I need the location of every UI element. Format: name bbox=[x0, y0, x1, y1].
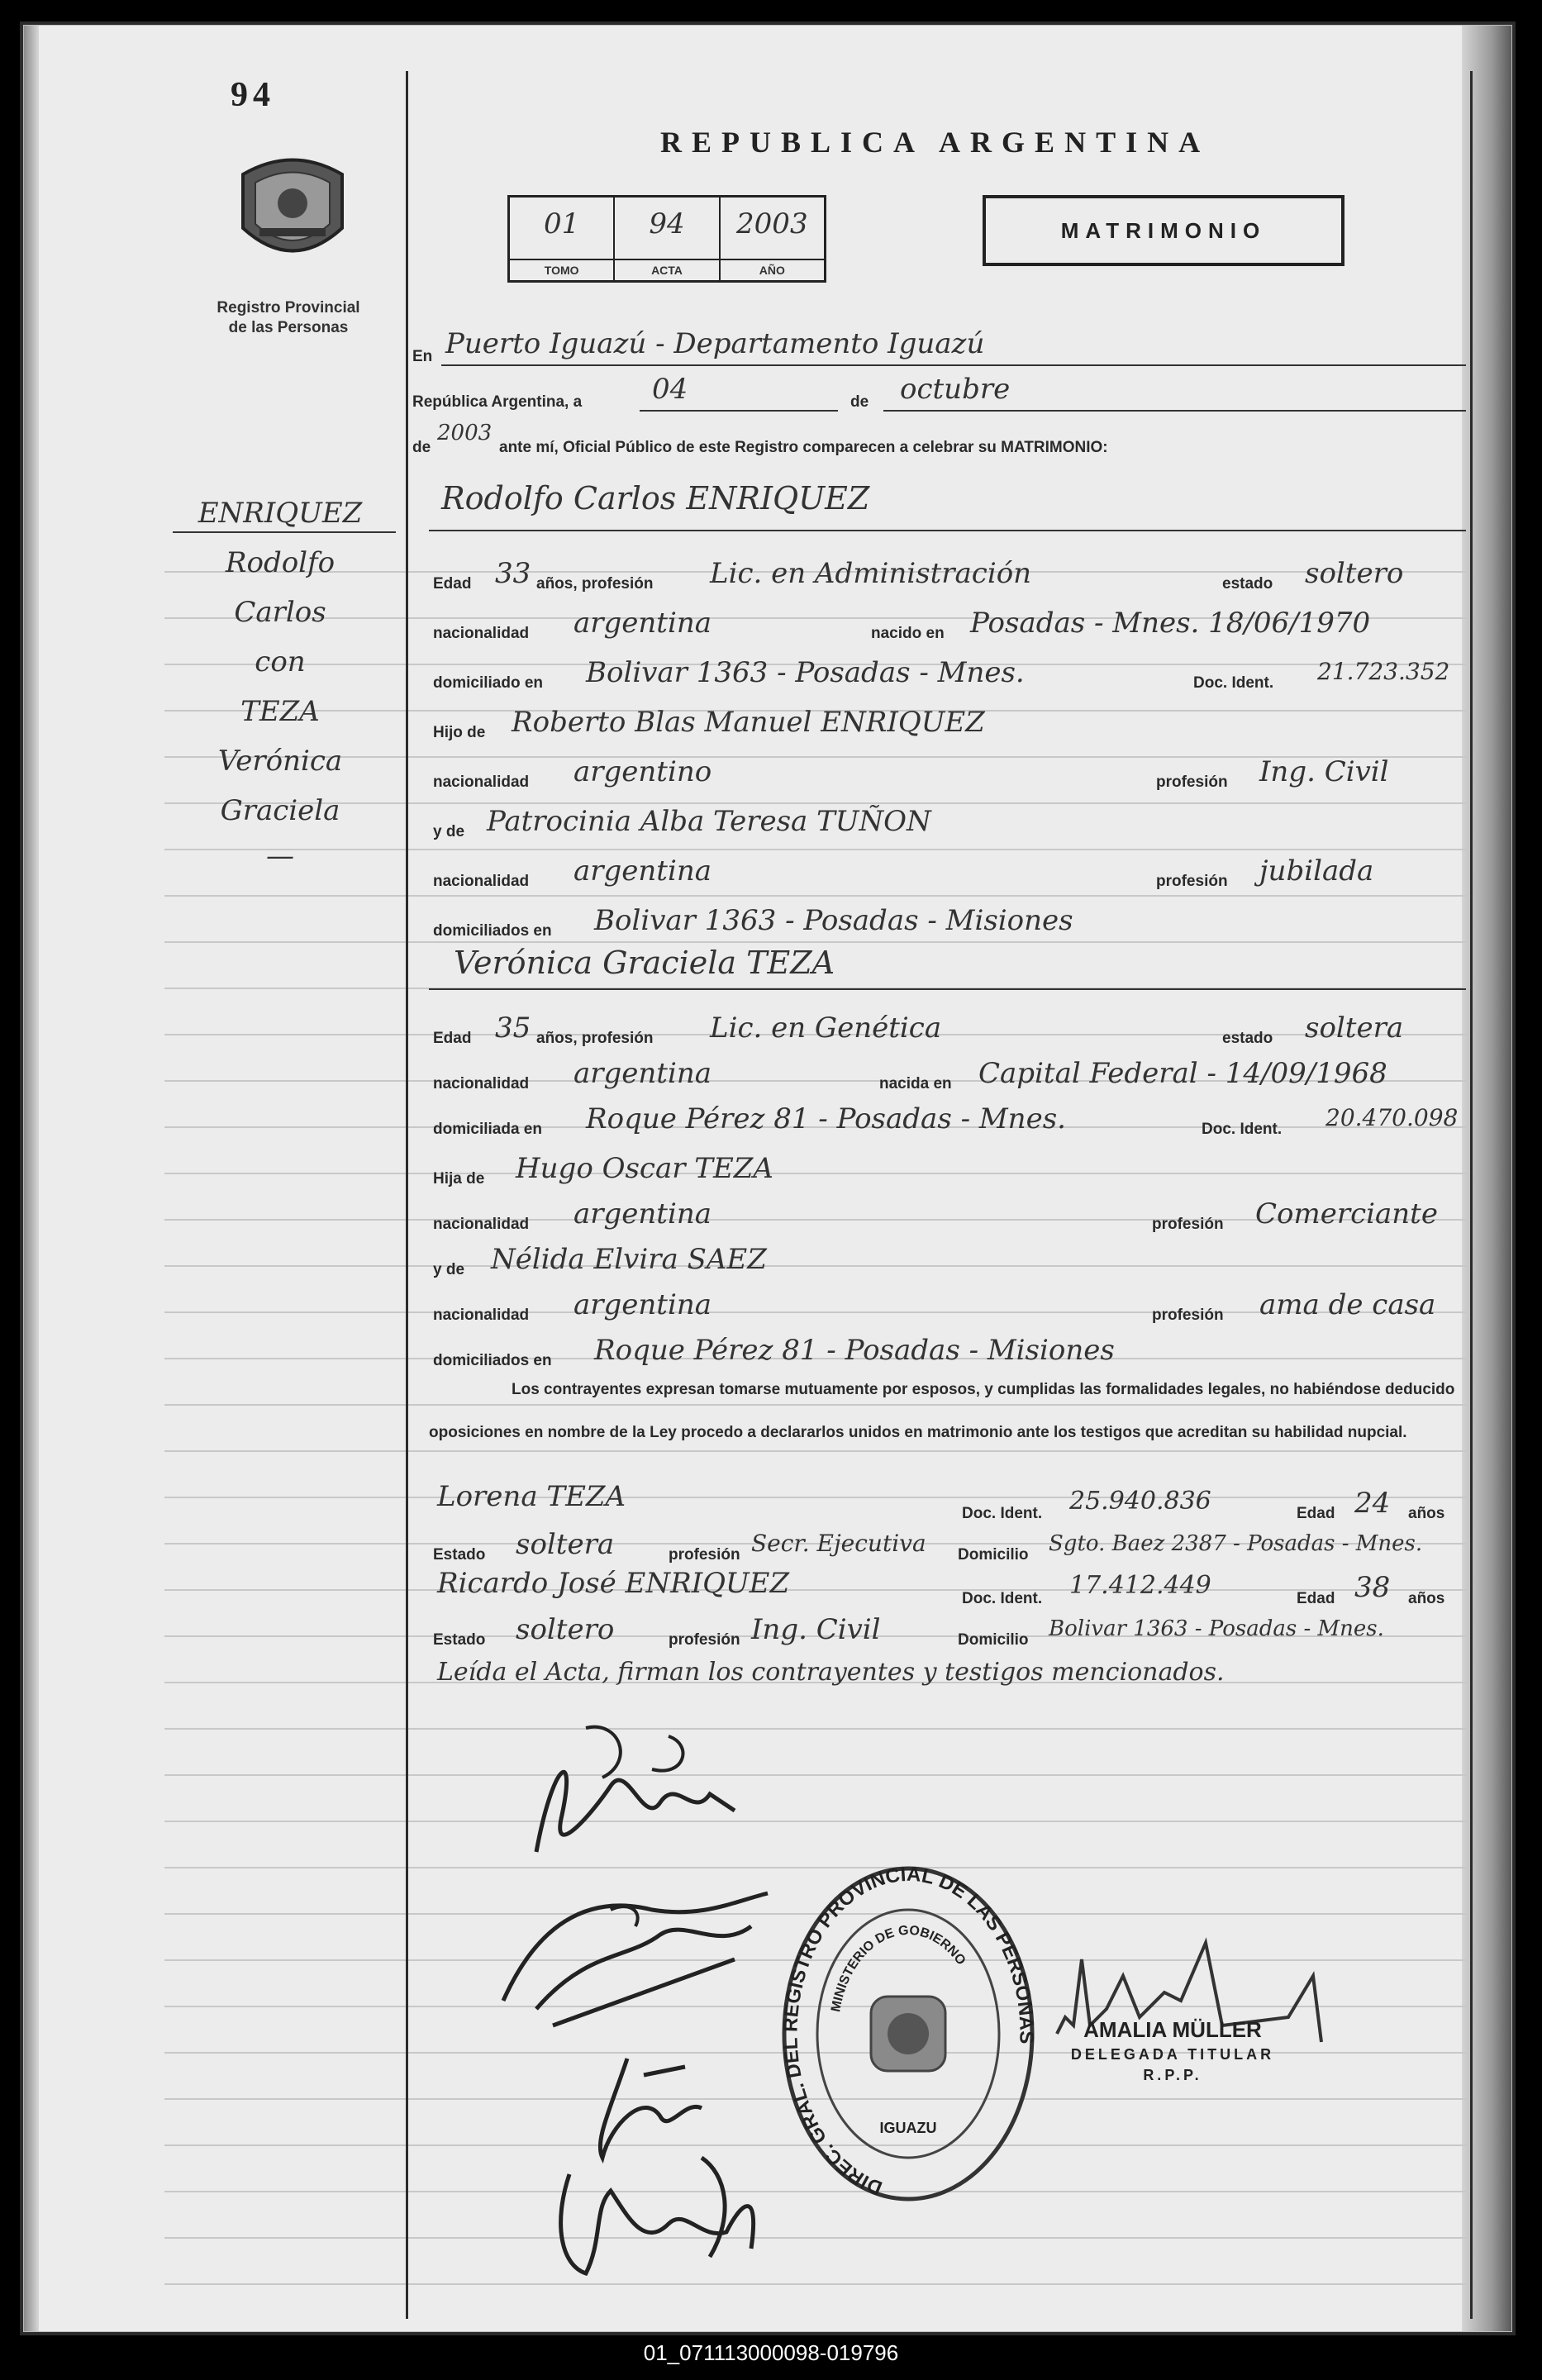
en-label: En bbox=[412, 348, 433, 365]
witness-1-edad-label: Edad bbox=[1297, 1505, 1335, 1522]
page-number: 94 bbox=[231, 76, 275, 114]
witness-2-edad: 38 bbox=[1354, 1571, 1391, 1604]
official-office: R.P.P. bbox=[1143, 2067, 1202, 2083]
witness-1-profesion: Secr. Ejecutiva bbox=[751, 1530, 926, 1557]
document-type-box: MATRIMONIO bbox=[983, 195, 1344, 266]
bride-anos-label: años, profesión bbox=[536, 1030, 654, 1047]
groom-estado-label: estado bbox=[1222, 575, 1273, 593]
witness-2-edad-label: Edad bbox=[1297, 1590, 1335, 1607]
bride-edad: 35 bbox=[495, 1011, 531, 1045]
tomo-label: TOMO bbox=[510, 259, 613, 280]
witness-1-domicilio: Sgto. Baez 2387 - Posadas - Mnes. bbox=[1049, 1531, 1423, 1556]
day-underline bbox=[640, 410, 838, 412]
month-underline bbox=[883, 410, 1466, 412]
month-value: octubre bbox=[900, 373, 1011, 406]
page-left-edge bbox=[24, 26, 39, 2331]
ruled-line bbox=[164, 895, 1470, 897]
page-right-edge bbox=[1462, 26, 1511, 2331]
ruled-line bbox=[164, 941, 1470, 943]
groom-padre-nac: argentino bbox=[573, 755, 712, 788]
bride-padres-dom: Roque Pérez 81 - Posadas - Misiones bbox=[594, 1334, 1115, 1367]
bride-estado: soltera bbox=[1305, 1011, 1404, 1045]
margin-line-7: Graciela bbox=[220, 794, 340, 827]
bride-padre-nac-label: nacionalidad bbox=[433, 1216, 530, 1233]
country-title: REPUBLICA ARGENTINA bbox=[660, 126, 1211, 159]
bride-estado-label: estado bbox=[1222, 1030, 1273, 1047]
registry-label-line-1: Registro Provincial bbox=[217, 299, 360, 317]
ruled-line bbox=[164, 1728, 1470, 1730]
witness-1-name: Lorena TEZA bbox=[437, 1480, 626, 1513]
witness-2-estado: soltero bbox=[516, 1613, 615, 1646]
groom-anos-label: años, profesión bbox=[536, 575, 654, 593]
bride-madre-nac: argentina bbox=[573, 1288, 712, 1321]
bride-domicilio: Roque Pérez 81 - Posadas - Mnes. bbox=[586, 1102, 1066, 1135]
ruled-line bbox=[164, 1589, 1470, 1591]
right-margin-line bbox=[1470, 71, 1473, 2319]
groom-madre-nac: argentina bbox=[573, 854, 712, 888]
bride-name: Verónica Graciela TEZA bbox=[454, 945, 835, 981]
witness-1-doc-label: Doc. Ident. bbox=[962, 1505, 1043, 1522]
groom-yde-label: y de bbox=[433, 823, 465, 840]
bride-madre-prof: ama de casa bbox=[1259, 1288, 1436, 1321]
groom-madre-prof: jubilada bbox=[1259, 854, 1374, 888]
witness-1-estado-label: Estado bbox=[433, 1546, 486, 1564]
bride-padres-dom-label: domiciliados en bbox=[433, 1352, 552, 1369]
bride-padre-nac: argentina bbox=[573, 1197, 712, 1230]
margin-divider bbox=[406, 71, 408, 2319]
ano-label: AÑO bbox=[721, 259, 824, 280]
groom-nacido-label: nacido en bbox=[871, 625, 945, 642]
groom-doc: 21.723.352 bbox=[1317, 658, 1450, 685]
bride-padre: Hugo Oscar TEZA bbox=[516, 1152, 773, 1185]
stamp-outer-text: DIREC. GRAL. DEL REGISTRO PROVINCIAL DE LAS PERSONAS bbox=[779, 1863, 1038, 2200]
bride-padre-prof-label: profesión bbox=[1152, 1216, 1224, 1233]
year-value: 2003 bbox=[437, 421, 493, 445]
official-name: AMALIA MÜLLER bbox=[1083, 2017, 1262, 2042]
witness-1-edad: 24 bbox=[1354, 1487, 1391, 1520]
witness-2-doc-label: Doc. Ident. bbox=[962, 1590, 1043, 1607]
ruled-line bbox=[164, 1265, 1470, 1267]
margin-line-4: con bbox=[255, 645, 306, 678]
place-underline bbox=[441, 364, 1466, 366]
witness-2-domicilio: Bolivar 1363 - Posadas - Mnes. bbox=[1049, 1616, 1384, 1641]
acta-cell bbox=[615, 198, 720, 280]
groom-name: Rodolfo Carlos ENRIQUEZ bbox=[441, 480, 870, 516]
bride-signature bbox=[487, 1877, 801, 2042]
witness-2-prof-label: profesión bbox=[669, 1631, 740, 1649]
groom-padres-dom: Bolivar 1363 - Posadas - Misiones bbox=[594, 904, 1073, 937]
acta-reference-box bbox=[507, 195, 826, 283]
register-page bbox=[23, 25, 1512, 2332]
stamp-city-text: IGUAZU bbox=[879, 2120, 937, 2136]
de-year-label: de bbox=[412, 439, 431, 456]
bride-hija-label: Hija de bbox=[433, 1170, 485, 1188]
groom-madre-nac-label: nacionalidad bbox=[433, 873, 530, 890]
ruled-line bbox=[164, 1173, 1470, 1174]
ruled-line bbox=[164, 1497, 1470, 1498]
bride-nacida-label: nacida en bbox=[879, 1075, 952, 1092]
official-role: DELEGADA TITULAR bbox=[1070, 2046, 1275, 2063]
place-value: Puerto Iguazú - Departamento Iguazú bbox=[445, 327, 985, 360]
groom-padre-prof: Ing. Civil bbox=[1259, 755, 1389, 788]
declaration-text: Los contrayentes expresan tomarse mutuamente por esposos, y cumplidas las formalidades legales, no habiéndose deducido oposiciones en nombre de la Ley procedo a declararlos unidos en matrimonio ante los testigos que acreditan su habilidad nupcial. bbox=[429, 1381, 1455, 1441]
registry-stamp-icon bbox=[776, 1860, 1040, 2207]
registry-label-line-2: de las Personas bbox=[228, 319, 349, 336]
margin-underline bbox=[173, 531, 396, 533]
provincial-emblem-icon bbox=[226, 150, 359, 274]
bride-edad-label: Edad bbox=[433, 1030, 472, 1047]
witness-1-prof-label: profesión bbox=[669, 1546, 740, 1564]
witness-2-profesion: Ing. Civil bbox=[751, 1613, 881, 1646]
witness-1-doc: 25.940.836 bbox=[1069, 1487, 1211, 1516]
republica-label: República Argentina, a bbox=[412, 393, 583, 411]
ruled-line bbox=[164, 2283, 1470, 2285]
groom-nac-label: nacionalidad bbox=[433, 625, 530, 642]
bride-name-underline bbox=[429, 988, 1466, 990]
groom-doc-label: Doc. Ident. bbox=[1193, 674, 1274, 692]
ano-cell bbox=[721, 198, 824, 280]
acta-value: 94 bbox=[649, 207, 685, 240]
witness-2-name: Ricardo José ENRIQUEZ bbox=[437, 1567, 790, 1600]
de-label: de bbox=[850, 393, 869, 411]
witness-2-dom-label: Domicilio bbox=[958, 1631, 1029, 1649]
margin-line-2: Rodolfo bbox=[225, 546, 336, 579]
day-value: 04 bbox=[652, 373, 688, 406]
groom-madre: Patrocinia Alba Teresa TUÑON bbox=[487, 805, 931, 838]
acta-label: ACTA bbox=[615, 259, 718, 280]
witness-1-anos-label: años bbox=[1408, 1505, 1445, 1522]
margin-surname: ENRIQUEZ bbox=[198, 497, 363, 530]
groom-padres-dom-label: domiciliados en bbox=[433, 922, 552, 940]
margin-line-5: TEZA bbox=[240, 695, 320, 728]
bride-madre-nac-label: nacionalidad bbox=[433, 1307, 530, 1324]
ruled-line bbox=[164, 2237, 1470, 2239]
margin-line-8: — bbox=[266, 840, 294, 873]
tomo-value: 01 bbox=[544, 207, 580, 240]
witness-2-anos-label: años bbox=[1408, 1590, 1445, 1607]
bride-dom-label: domiciliada en bbox=[433, 1121, 542, 1138]
bride-doc-label: Doc. Ident. bbox=[1202, 1121, 1283, 1138]
bride-madre-prof-label: profesión bbox=[1152, 1307, 1224, 1324]
bride-padre-prof: Comerciante bbox=[1255, 1197, 1438, 1230]
bride-madre: Nélida Elvira SAEZ bbox=[491, 1243, 767, 1276]
groom-signature bbox=[487, 1711, 768, 1877]
witness-1-estado: soltera bbox=[516, 1528, 615, 1561]
groom-nacionalidad: argentina bbox=[573, 607, 712, 640]
margin-line-3: Carlos bbox=[234, 596, 326, 629]
registry-label bbox=[164, 298, 412, 338]
witness-1-dom-label: Domicilio bbox=[958, 1546, 1029, 1564]
groom-padre-nac-label: nacionalidad bbox=[433, 774, 530, 791]
bride-profesion: Lic. en Genética bbox=[710, 1011, 942, 1045]
groom-name-underline bbox=[429, 530, 1466, 531]
document-id-footer: 01_071113000098-019796 bbox=[643, 2340, 899, 2365]
bride-yde-label: y de bbox=[433, 1261, 465, 1278]
ano-value: 2003 bbox=[736, 207, 808, 240]
groom-edad: 33 bbox=[495, 557, 531, 590]
ruled-line bbox=[164, 1821, 1470, 1822]
groom-padre: Roberto Blas Manuel ENRIQUEZ bbox=[512, 706, 985, 739]
groom-profesion: Lic. en Administración bbox=[710, 557, 1032, 590]
closing-text: Leída el Acta, firman los contrayentes y testigos mencionados. bbox=[437, 1658, 1225, 1687]
groom-edad-label: Edad bbox=[433, 575, 472, 593]
groom-nacido: Posadas - Mnes. 18/06/1970 bbox=[970, 607, 1371, 640]
groom-estado: soltero bbox=[1305, 557, 1404, 590]
groom-padre-prof-label: profesión bbox=[1156, 774, 1228, 791]
groom-dom-label: domiciliado en bbox=[433, 674, 544, 692]
bride-nacida: Capital Federal - 14/09/1968 bbox=[978, 1057, 1387, 1090]
groom-domicilio: Bolivar 1363 - Posadas - Mnes. bbox=[586, 656, 1025, 689]
witness-2-doc: 17.412.449 bbox=[1069, 1571, 1211, 1600]
bride-nac-label: nacionalidad bbox=[433, 1075, 530, 1092]
intro-clause: ante mí, Oficial Público de este Registro comparecen a celebrar su MATRIMONIO: bbox=[499, 439, 1108, 456]
witness-2-estado-label: Estado bbox=[433, 1631, 486, 1649]
bride-nacionalidad: argentina bbox=[573, 1057, 712, 1090]
bride-doc: 20.470.098 bbox=[1325, 1104, 1459, 1131]
witness-2-signature bbox=[536, 2141, 817, 2290]
ruled-line bbox=[164, 1774, 1470, 1776]
stamp-inner-text: MINISTERIO DE GOBIERNO bbox=[829, 1923, 969, 2013]
margin-line-6: Verónica bbox=[217, 745, 343, 778]
tomo-cell bbox=[510, 198, 615, 280]
groom-hijo-label: Hijo de bbox=[433, 724, 486, 741]
groom-madre-prof-label: profesión bbox=[1156, 873, 1228, 890]
